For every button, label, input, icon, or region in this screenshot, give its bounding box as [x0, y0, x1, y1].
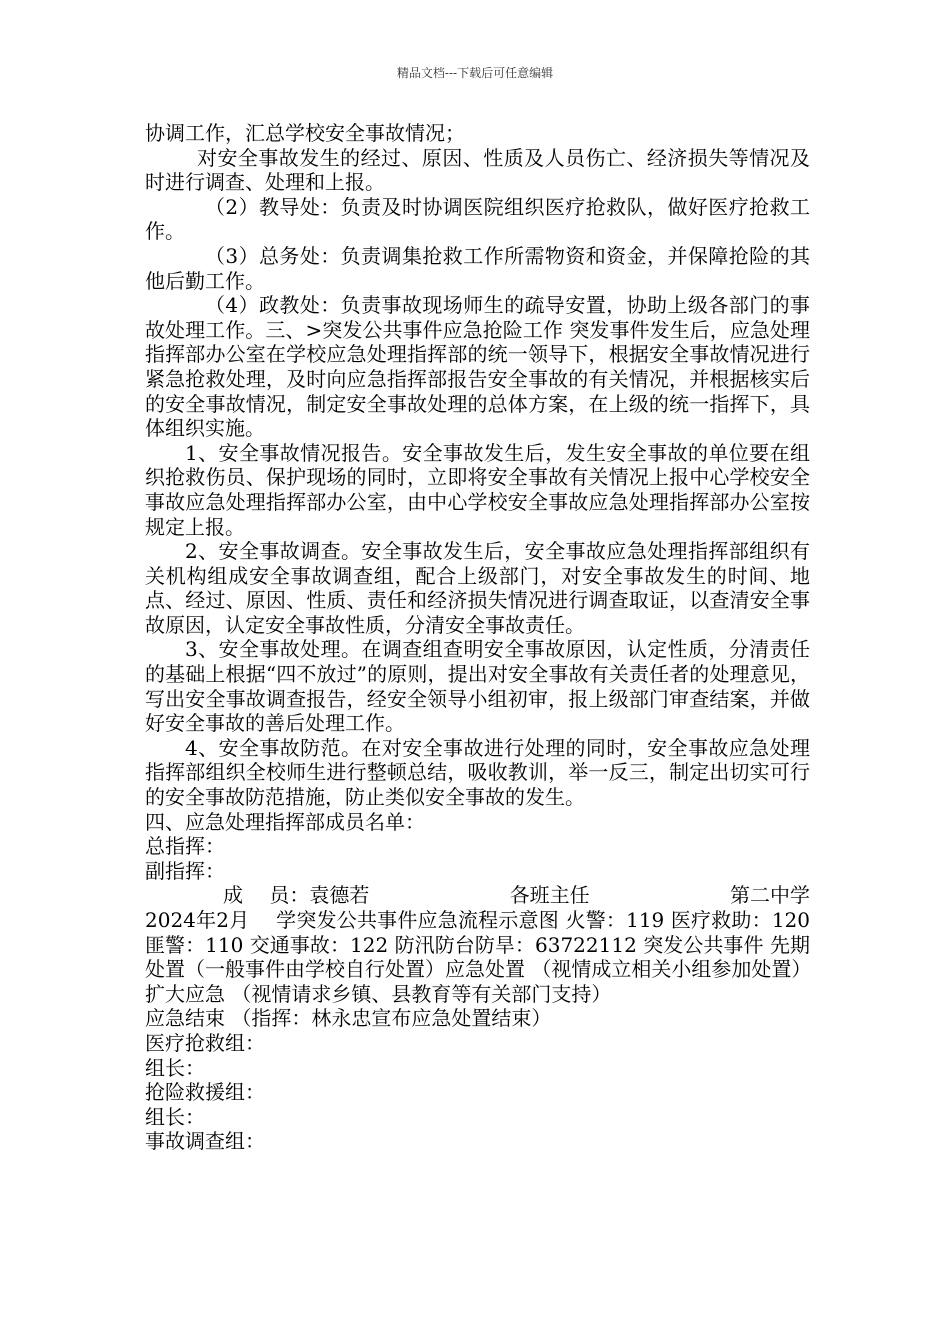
class-heads-text: 各班主任: [509, 883, 590, 908]
paragraph-teaching-office: （2）教导处：负责及时协调医院组织医疗抢救队，做好医疗抢救工作。: [145, 194, 810, 244]
line-emergency-end: 应急结束 （指挥：林永忠宣布应急处置结束）: [145, 1006, 552, 1031]
paragraph-accident-investigation: 2、安全事故调查。安全事故发生后，安全事故应急处理指挥部组织有关机构组成安全事故调查组，配合上级部门，对安全事故发生的时间、地点、经过、原因、性质、责任和经济损失情况进行调查取证，以查清安全事故原因，认定安全事故性质，分清安全事故责任。: [145, 539, 810, 637]
label-medical-rescue-group: 医疗抢救组：: [145, 1030, 265, 1055]
page-header: 精品文档---下载后可任意编辑: [396, 66, 554, 80]
members-text: 成 员：袁德若: [223, 883, 370, 908]
line-expanded-emergency: 扩大应急 （视情请求乡镇、县教育等有关部门支持）: [145, 981, 612, 1006]
paragraph-investigation-duty: 对安全事故发生的经过、原因、性质及人员伤亡、经济损失等情况及时进行调查、处理和上报。: [145, 145, 810, 195]
paragraph-political-office: （4）政教处：负责事故现场师生的疏导安置，协助上级各部门的事故处理工作。三、>突发公共事件应急抢险工作 突发事件发生后，应急处理指挥部办公室在学校应急处理指挥部的统一领导下，根据安全事故情况进行紧急抢救处理，及时向应急指挥部报告安全事故的有关情况，并根据核实后的安全事故情况，制定安全事故处理的总体方案，在上级的统一指挥下，具体组织实施。: [145, 293, 810, 441]
label-investigation-group: 事故调查组：: [145, 1129, 265, 1154]
paragraph-coordination: 协调工作，汇总学校安全事故情况；: [145, 121, 465, 145]
paragraph-accident-report: 1、安全事故情况报告。安全事故发生后，发生安全事故的单位要在组织抢救伤员、保护现场的同时，立即将安全事故有关情况上报中心学校安全事故应急处理指挥部办公室，由中心学校安全事故应急处理指挥部办公室按规定上报。: [145, 440, 810, 539]
label-deputy-commander: 副指挥：: [145, 858, 225, 883]
label-group-leader: 组长：: [145, 1055, 205, 1080]
members-line: [145, 883, 810, 908]
paragraph-emergency-flow: 2024年2月 学突发公共事件应急流程示意图 火警：119 医疗救助：120 匪警：110 交通事故：122 防汛防台防旱：63722112 突发公共事件 先期处置（一般事件由学校自行处置）应急处置 （视情成立相关小组参加处置）: [145, 908, 812, 982]
paragraph-accident-handling: 3、安全事故处理。在调查组查明安全事故原因，认定性质，分清责任的基础上根据“四不放过”的原则，提出对安全事故有关责任者的处理意见，写出安全事故调查报告，经安全领导小组初审，报上级部门审查结案，并做好安全事故的善后处理工作。: [145, 637, 810, 736]
label-rescue-group: 抢险救援组：: [145, 1080, 265, 1105]
document-body: [145, 121, 810, 1154]
paragraph-general-affairs: （3）总务处：负责调集抢救工作所需物资和资金，并保障抢险的其他后勤工作。: [145, 243, 810, 293]
label-group-leader: 组长：: [145, 1104, 205, 1129]
paragraph-accident-prevention: 4、安全事故防范。在对安全事故进行处理的同时，安全事故应急处理指挥部组织全校师生进行整顿总结，吸收教训，举一反三，制定出切实可行的安全事故防范措施，防止类似安全事故的发生。: [145, 735, 810, 810]
paragraph-member-list-heading: 四、应急处理指挥部成员名单：: [145, 809, 425, 834]
label-chief-commander: 总指挥：: [145, 834, 225, 859]
school-name: 第二中学: [729, 883, 810, 908]
